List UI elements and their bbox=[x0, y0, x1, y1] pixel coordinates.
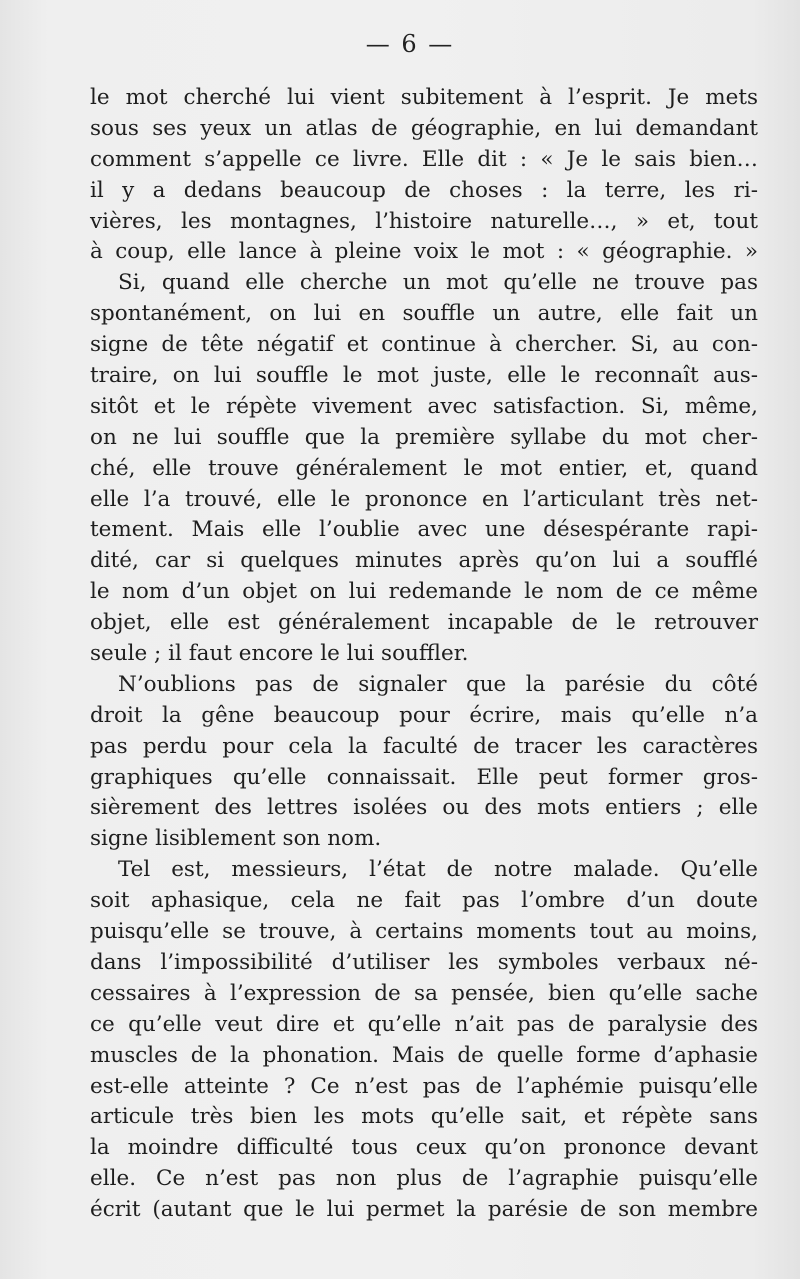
text-line: écrit (autant que le lui permet la parésie de son membre bbox=[90, 1197, 758, 1223]
text-line: le nom d’un objet on lui redemande le nom de ce même bbox=[90, 579, 758, 605]
text-line: comment s’appelle ce livre. Elle dit : « Je le sais bien… bbox=[90, 146, 758, 172]
body-text bbox=[90, 83, 758, 1226]
text-line: il y a dedans beaucoup de choses : la terre, les ri- bbox=[90, 177, 758, 203]
text-line: signe de tête négatif et continue à chercher. Si, au con- bbox=[90, 332, 758, 358]
paragraph bbox=[90, 83, 758, 268]
paragraph bbox=[90, 670, 758, 855]
text-line: pas perdu pour cela la faculté de tracer les caractères bbox=[90, 733, 758, 759]
text-line: à coup, elle lance à pleine voix le mot : « géographie. » bbox=[90, 239, 758, 265]
paragraph bbox=[90, 268, 758, 670]
text-line: Si, quand elle cherche un mot qu’elle ne trouve pas bbox=[118, 270, 758, 296]
text-line: droit la gêne beaucoup pour écrire, mais qu’elle n’a bbox=[90, 702, 758, 728]
text-line: vières, les montagnes, l’histoire naturelle…, » et, tout bbox=[90, 208, 758, 234]
text-line: sitôt et le répète vivement avec satisfaction. Si, même, bbox=[90, 393, 758, 419]
text-line: ché, elle trouve généralement le mot entier, et, quand bbox=[90, 455, 758, 481]
text-line: elle l’a trouvé, elle le prononce en l’articulant très net- bbox=[90, 486, 758, 512]
text-line: dans l’impossibilité d’utiliser les symboles verbaux né- bbox=[90, 949, 758, 975]
text-line: sièrement des lettres isolées ou des mots entiers ; elle bbox=[90, 795, 758, 821]
text-line: seule ; il faut encore le lui souffler. bbox=[90, 641, 469, 667]
text-line: la moindre difficulté tous ceux qu’on prononce devant bbox=[90, 1135, 758, 1161]
text-line: elle. Ce n’est pas non plus de l’agraphie puisqu’elle bbox=[90, 1166, 758, 1192]
text-line: ce qu’elle veut dire et qu’elle n’ait pas de paralysie des bbox=[90, 1011, 758, 1037]
paragraph bbox=[90, 855, 758, 1226]
text-line: articule très bien les mots qu’elle sait, et répète sans bbox=[90, 1104, 758, 1130]
text-line: sous ses yeux un atlas de géographie, en lui demandant bbox=[90, 115, 758, 141]
text-line: cessaires à l’expression de sa pensée, bien qu’elle sache bbox=[90, 980, 758, 1006]
text-line: objet, elle est généralement incapable de le retrouver bbox=[90, 610, 758, 636]
page-number: — 6 — bbox=[365, 30, 455, 58]
text-line: puisqu’elle se trouve, à certains moments tout au moins, bbox=[90, 919, 758, 945]
text-line: dité, car si quelques minutes après qu’on lui a soufflé bbox=[90, 548, 758, 574]
text-line: signe lisiblement son nom. bbox=[90, 826, 382, 852]
text-line: tement. Mais elle l’oublie avec une désespérante rapi- bbox=[90, 517, 758, 543]
text-line: graphiques qu’elle connaissait. Elle peut former gros- bbox=[90, 764, 758, 790]
text-line: est-elle atteinte ? Ce n’est pas de l’aphémie puisqu’elle bbox=[90, 1073, 758, 1099]
text-line: le mot cherché lui vient subitement à l’esprit. Je mets bbox=[90, 85, 758, 110]
text-line: on ne lui souffle que la première syllabe du mot cher- bbox=[90, 424, 758, 450]
text-line: traire, on lui souffle le mot juste, elle le reconnaît aus- bbox=[90, 363, 758, 389]
text-line: Tel est, messieurs, l’état de notre malade. Qu’elle bbox=[118, 857, 758, 883]
text-line: muscles de la phonation. Mais de quelle forme d’aphasie bbox=[90, 1042, 758, 1068]
text-line: soit aphasique, cela ne fait pas l’ombre d’un doute bbox=[90, 888, 758, 914]
text-line: N’oublions pas de signaler que la parésie du côté bbox=[118, 671, 758, 697]
text-line: spontanément, on lui en souffle un autre, elle fait un bbox=[90, 301, 758, 327]
